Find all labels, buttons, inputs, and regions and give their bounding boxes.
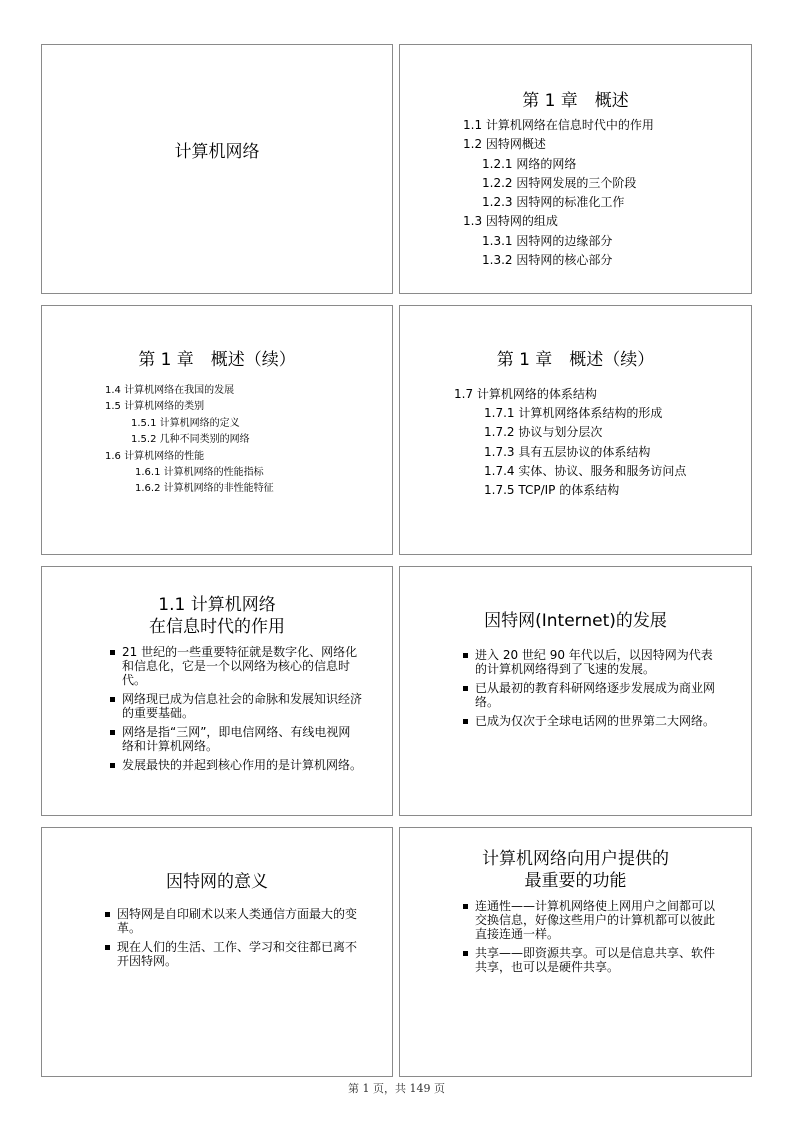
slide-title-line-2: 在信息时代的作用 xyxy=(149,617,285,637)
bullet-square-icon xyxy=(110,697,115,702)
bullet-item xyxy=(110,692,362,720)
bullet-item xyxy=(110,725,362,753)
bullet-text: 因特网是自印刷术以来人类通信方面最大的变革。 xyxy=(117,907,358,935)
toc-item: 1.6 计算机网络的性能 xyxy=(105,450,205,462)
bullet-text: 连通性——计算机网络使上网用户之间都可以交换信息，好像这些用户的计算机都可以彼此直接连通一样。 xyxy=(475,899,716,941)
slide-title: 因特网的意义 xyxy=(166,872,268,892)
bullet-square-icon xyxy=(110,763,115,768)
bullet-square-icon xyxy=(463,686,468,691)
toc-list xyxy=(105,383,274,498)
slide-title: 第 1 章 概述（续） xyxy=(138,350,296,370)
slide-8 xyxy=(399,827,752,1077)
bullet-item xyxy=(110,758,362,772)
slide-7 xyxy=(41,827,393,1077)
bullet-square-icon xyxy=(105,912,110,917)
toc-item: 1.5 计算机网络的类别 xyxy=(105,401,205,413)
toc-item: 1.1 计算机网络在信息时代中的作用 xyxy=(463,118,654,132)
bullet-square-icon xyxy=(463,719,468,724)
slide-title-block xyxy=(42,594,392,638)
slide-1 xyxy=(41,44,393,294)
slide-title-block xyxy=(400,848,751,892)
bullet-item xyxy=(110,645,362,687)
slide-4 xyxy=(399,305,752,555)
toc-item: 1.3.2 因特网的核心部分 xyxy=(482,253,613,268)
toc-item: 1.5.2 几种不同类别的网络 xyxy=(131,434,250,446)
bullet-item xyxy=(463,714,715,728)
toc-item: 1.2.1 网络的网络 xyxy=(482,156,577,171)
slide-5 xyxy=(41,566,393,816)
slide-6 xyxy=(399,566,752,816)
bullet-square-icon xyxy=(105,945,110,950)
bullet-item xyxy=(463,648,715,676)
bullet-text: 已从最初的教育科研网络逐步发展成为商业网络。 xyxy=(475,681,716,709)
toc-item: 1.3 因特网的组成 xyxy=(463,214,558,229)
bullet-square-icon xyxy=(463,904,468,909)
bullet-list xyxy=(110,645,362,777)
toc-item: 1.7.2 协议与划分层次 xyxy=(484,425,603,440)
bullet-square-icon xyxy=(463,951,468,956)
page-footer: 第 1 页，共 149 页 xyxy=(348,1082,445,1095)
bullet-square-icon xyxy=(463,653,468,658)
bullet-item xyxy=(105,940,357,968)
slide-title-line-1: 1.1 计算机网络 xyxy=(158,595,276,615)
bullet-list xyxy=(463,899,719,979)
slide-2 xyxy=(399,44,752,294)
bullet-list xyxy=(463,648,715,733)
bullet-text: 共享——即资源共享。可以是信息共享、软件共享，也可以是硬件共享。 xyxy=(475,946,716,974)
bullet-text: 发展最快的并起到核心作用的是计算机网络。 xyxy=(122,758,363,772)
bullet-item xyxy=(105,907,357,935)
bullet-item xyxy=(463,946,719,974)
bullet-item xyxy=(463,899,719,941)
toc-item: 1.5.1 计算机网络的定义 xyxy=(131,417,240,429)
bullet-text: 21 世纪的一些重要特征就是数字化、网络化和信息化，它是一个以网络为核心的信息时代。 xyxy=(122,645,358,687)
toc-item: 1.2.3 因特网的标准化工作 xyxy=(482,195,625,210)
slide-title-line-2: 最重要的功能 xyxy=(524,871,627,891)
slide-3 xyxy=(41,305,393,555)
toc-item: 1.6.2 计算机网络的非性能特征 xyxy=(135,483,274,495)
toc-item: 1.4 计算机网络在我国的发展 xyxy=(105,385,235,396)
toc-item: 1.7.1 计算机网络体系结构的形成 xyxy=(484,406,663,421)
toc-item: 1.3.1 因特网的边缘部分 xyxy=(482,233,613,248)
toc-item: 1.7.5 TCP/IP 的体系结构 xyxy=(484,483,620,498)
bullet-square-icon xyxy=(110,730,115,735)
slide-title-line-1: 计算机网络向用户提供的 xyxy=(482,849,669,869)
bullet-text: 网络现已成为信息社会的命脉和发展知识经济的重要基础。 xyxy=(122,692,363,720)
bullet-item xyxy=(463,681,715,709)
toc-list xyxy=(454,385,686,500)
bullet-square-icon xyxy=(110,650,115,655)
slide-title: 计算机网络 xyxy=(174,142,260,162)
bullet-list xyxy=(105,907,357,973)
slide-title: 因特网(Internet)的发展 xyxy=(484,611,667,631)
slide-title: 第 1 章 概述（续） xyxy=(496,350,655,370)
bullet-text: 进入 20 世纪 90 年代以后，以因特网为代表的计算机网络得到了飞速的发展。 xyxy=(475,648,713,676)
toc-item: 1.7.4 实体、协议、服务和服务访问点 xyxy=(484,463,687,478)
toc-item: 1.7.3 具有五层协议的体系结构 xyxy=(484,444,651,459)
toc-item: 1.6.1 计算机网络的性能指标 xyxy=(135,467,264,479)
slide-title: 第 1 章 概述 xyxy=(522,91,629,111)
toc-item: 1.2 因特网概述 xyxy=(463,137,546,152)
toc-list xyxy=(463,116,654,270)
toc-item: 1.7 计算机网络的体系结构 xyxy=(454,387,597,401)
toc-item: 1.2.2 因特网发展的三个阶段 xyxy=(482,175,637,190)
bullet-text: 网络是指“三网”，即电信网络、有线电视网络和计算机网络。 xyxy=(122,725,351,753)
bullet-text: 已成为仅次于全球电话网的世界第二大网络。 xyxy=(475,714,716,728)
bullet-text: 现在人们的生活、工作、学习和交往都已离不开因特网。 xyxy=(117,940,358,968)
